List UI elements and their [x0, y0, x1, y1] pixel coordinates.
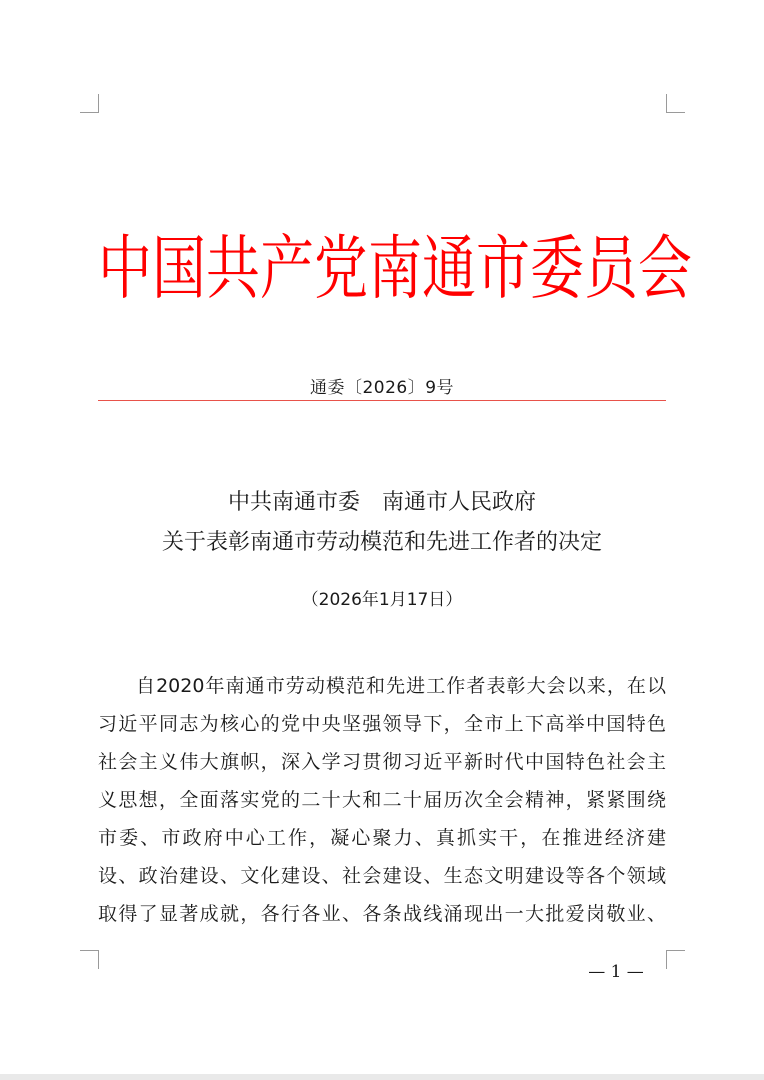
document-number: 通委〔2026〕9号	[309, 378, 455, 398]
crop-mark-bottom-left	[80, 950, 99, 969]
crop-mark-top-right	[666, 94, 685, 113]
document-title-line-2: 关于表彰南通市劳动模范和先进工作者的决定	[161, 530, 602, 555]
red-separator-line	[98, 400, 666, 401]
issuing-organization-title: 中国共产党南通市委员会	[98, 228, 692, 309]
crop-mark-top-left	[80, 94, 99, 113]
document-title-line-1: 中共南通市委 南通市人民政府	[227, 490, 536, 515]
body-line: 设、政治建设、文化建设、社会建设、生态文明建设等各个领域	[98, 865, 666, 887]
crop-mark-bottom-right	[666, 950, 685, 969]
body-line: 社会主义伟大旗帜，深入学习贯彻习近平新时代中国特色社会主	[98, 751, 666, 773]
body-line: 义思想，全面落实党的二十大和二十届历次全会精神，紧紧围绕	[98, 789, 666, 811]
body-line: 市委、市政府中心工作，凝心聚力、真抓实干，在推进经济建	[98, 827, 666, 849]
body-paragraph	[98, 667, 666, 933]
body-line: 取得了显著成就，各行各业、各条战线涌现出一大批爱岗敬业、	[98, 903, 666, 925]
document-date: （2026年1月17日）	[301, 590, 463, 610]
page-bottom-edge	[0, 1074, 764, 1080]
page-number: — 1 —	[588, 962, 644, 982]
body-line: 习近平同志为核心的党中央坚强领导下，全市上下高举中国特色	[98, 713, 666, 735]
body-line: 自2020年南通市劳动模范和先进工作者表彰大会以来，在以	[136, 675, 666, 697]
